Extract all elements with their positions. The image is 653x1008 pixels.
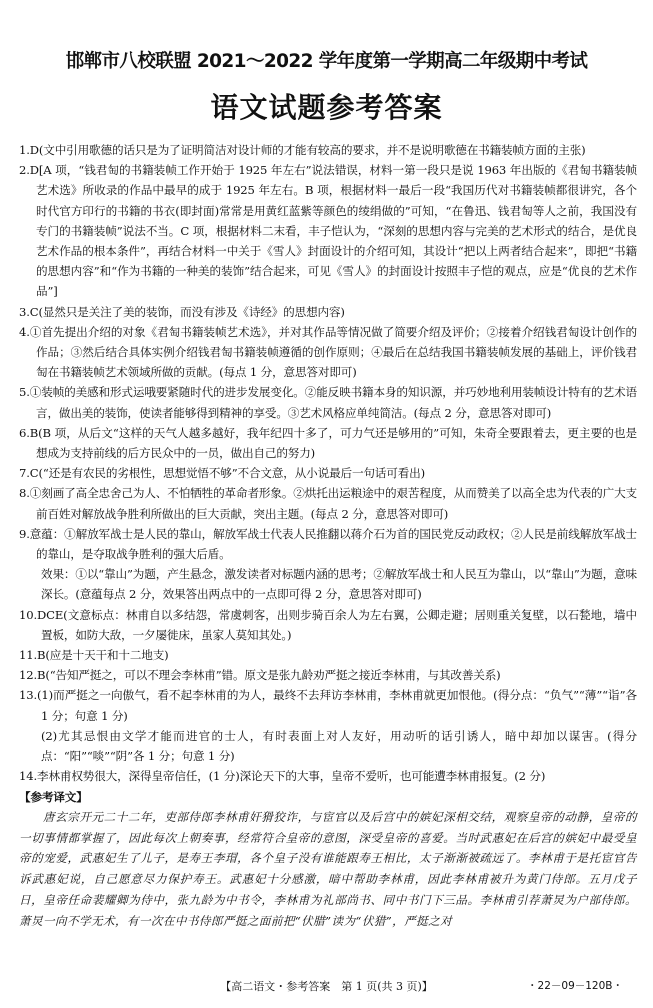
answer-number: 4.: [19, 324, 30, 339]
answer-number: 3.: [19, 304, 30, 319]
answer-number: 9.: [19, 526, 30, 541]
exam-title: 邯郸市八校联盟 2021～2022 学年度第一学期高二年级期中考试: [65, 51, 588, 72]
answer-item-5: [19, 382, 637, 422]
answer-number: 5.: [19, 385, 30, 400]
answer-item-10: [19, 605, 637, 645]
answer-number: 1.: [19, 143, 30, 157]
answer-list: [19, 140, 637, 931]
answer-number: 14.: [19, 769, 37, 784]
answer-number: 2.: [19, 163, 30, 178]
answer-text: 李林甫权势很大，深得皇帝信任，(1 分)深论天下的大事，皇帝不爱听，也可能遭李林甫报复。(2 分): [37, 769, 546, 784]
answer-item-1: [19, 140, 637, 160]
answer-item-6: [19, 423, 637, 463]
answer-number: 11.: [19, 648, 37, 663]
answer-number: 7.: [19, 466, 30, 481]
answer-number: 6.: [19, 425, 30, 440]
answer-item-7: [19, 463, 637, 483]
answer-text: C(“还是有农民的劣根性，思想觉悟不够”不合文意，从小说最后一句话可看出): [29, 466, 425, 481]
answer-text: ①装帧的美感和形式运哦要紧随时代的进步发展变化。②能反映书籍本身的知识源，并巧妙地利用装帧设计特有的艺术语言，做出美的装饰，使读者能够得到精神的享受。③艺术风格应单纯简洁。(每点 2 分，意思答对即可): [29, 385, 637, 420]
answer-number: 12.: [19, 668, 37, 683]
answer-item-8: [19, 483, 637, 523]
answer-text: B(应是十天干和十二地支): [37, 648, 169, 663]
answer-text: B(“告知严挺之，可以不理会李林甫”错。原文是张九龄劝严挺之接近李林甫，与其改善关系): [37, 668, 501, 683]
answer-text: C(显然只是关注了美的装饰，而没有涉及《诗经》的思想内容): [29, 304, 345, 319]
answer-item-2: [19, 160, 637, 301]
answer-text: D(文中引用歌德的话只是为了证明简洁对设计师的才能有较高的要求，并不是说明歌德在书籍装帧方面的主张): [29, 143, 586, 157]
answer-number: 10.: [19, 607, 37, 622]
answer-text: DCE(文意标点：林甫自以多结怨，常虞刺客，出则步骑百余人为左右翼，公卿走避；居则重关复壁，以石甃地，墙中置板，如防大敌，一夕屡徙床，虽家人莫知其处。): [37, 607, 637, 642]
answer-item-12: [19, 665, 637, 685]
answer-text: D[A 项，“钱君匋的书籍装帧工作开始于 1925 年左右”说法错误，材料一第一段只是说 1963 年出版的《君匋书籍装帧艺术选》所收录的作品中最早的成于 1925 年左右。B 项，根据材料一最后一段“我国历代对书籍装帧都很讲究，各个时代官方印行的书籍的书衣(即封面)常常是用黄红蓝紫等颜色的绫绢做的”可知，“在鲁迅、钱君匋等人之前，我国没有专门的书籍装帧”说法不当。C 项，根据材料二末看，丰子恺认为，“深刻的思想内容与完美的艺术形式的结合，是优良艺术作品的根本条件”，再结合材料一中关于《雪人》封面设计的介绍可知，其设计“把以上两者结合起来”，即把“书籍的思想内容”和“作为书籍的一种美的装饰”结合起来，可见《雪人》的封面设计按照丰子恺的观点，应是“优良的艺术作品”]: [29, 163, 637, 299]
answer-number: 13.: [19, 688, 37, 703]
answer-number: 8.: [19, 486, 30, 501]
answer-item-13: [19, 685, 637, 725]
answer-item-3: [19, 302, 637, 322]
reference-translation-text: 唐玄宗开元二十二年，吏部侍郎李林甫奸猾狡诈，与宦官以及后宫中的嫔妃深相交结，观察皇帝的动静，皇帝的一切事情都掌握了，因此每次上朝奏事，经常符合皇帝的意图，深受皇帝的喜爱。当时武惠妃在后宫的嫔妃中最受皇帝的宠爱，武惠妃生了儿子，是寿王李瑁，各个皇子没有谁能跟寿王相比，太子渐渐被疏远了。李林甫于是托宦官告诉武惠妃说，自己愿意尽力保护寿王。武惠妃十分感激，暗中帮助李林甫，因此李林甫被升为黄门侍郎。五月戊子日，皇帝任命裴耀卿为侍中，张九龄为中书令，李林甫为礼部尚书、同中书门下三品。李林甫引荐萧炅为户部侍郎。萧炅一向不学无术，有一次在中书侍郎严挺之面前把“伏腊”读为“伏猎”，严挺之对: [19, 809, 637, 928]
answer-text: ①刻画了高全忠舍己为人、不怕牺牲的革命者形象。②烘托出运粮途中的艰苦程度，从而赞美了以高全忠为代表的广大支前百姓对解放战争胜利所做出的巨大贡献，突出主题。(每点 2 分，意思答对即可): [29, 486, 637, 521]
answer-item-14: [19, 766, 637, 786]
answer-item-11: [19, 645, 637, 665]
document-title: 语文试题参考答案: [210, 91, 443, 124]
answer-text: (1)而严挺之一向傲气，看不起李林甫的为人，最终不去拜访李林甫，李林甫就更加恨他。(得分点：“负气”“薄”“诣”各 1 分；句意 1 分): [37, 688, 637, 723]
answer-item-9-effect: [19, 564, 637, 604]
answer-text: (2)尤其忌恨由文学才能而进官的士人，有时表面上对人友好，用动听的话引诱人，暗中却加以谋害。(得分点：“阳”“啖”“阴”各 1 分；句意 1 分): [41, 728, 637, 764]
footer-code: ・22－09－120B・: [527, 980, 623, 992]
answer-text: B(B 项，从后文“这样的天气人越多越好，我年纪四十多了，可力气还是够用的”可知，朱奇全要跟着去，更主要的也是想成为支持前线的后方民众中的一员，做出自己的努力): [29, 425, 637, 461]
answer-item-4: [19, 322, 637, 383]
page-footer: [0, 978, 653, 996]
answer-item-13-part2: [19, 726, 637, 766]
answer-text: ①首先提出介绍的对象《君匋书籍装帧艺术选》，并对其作品等情况做了简要介绍及评价；②接着介绍钱君匋设计创作的作品；③然后结合具体实例介绍钱君匋书籍装帧遵循的创作原则；④最后在总结我国书籍装帧发展的基础上，评价钱君匋在书籍装帧艺术领域所做的贡献。(每点 1 分，意思答对即可): [29, 324, 637, 380]
reference-translation-heading: 【参考译文】: [19, 789, 88, 804]
answer-item-9: [19, 524, 637, 564]
footer-page-info: 【高二语文・参考答案 第 1 页(共 3 页)】: [220, 980, 433, 993]
answer-text: 意蕴：①解放军战士是人民的靠山，解放军战士代表人民推翻以蒋介石为首的国民党反动政权；②人民是前线解放军战士的靠山，是夺取战争胜利的强大后盾。: [29, 526, 637, 562]
answer-text: 效果：①以“靠山”为题，产生悬念，激发读者对标题内涵的思考；②解放军战士和人民互为靠山，以“靠山”为题，意味深长。(意蕴每点 2 分，效果答出两点中的一点即可得 2 分，意思答对即可): [41, 567, 637, 602]
